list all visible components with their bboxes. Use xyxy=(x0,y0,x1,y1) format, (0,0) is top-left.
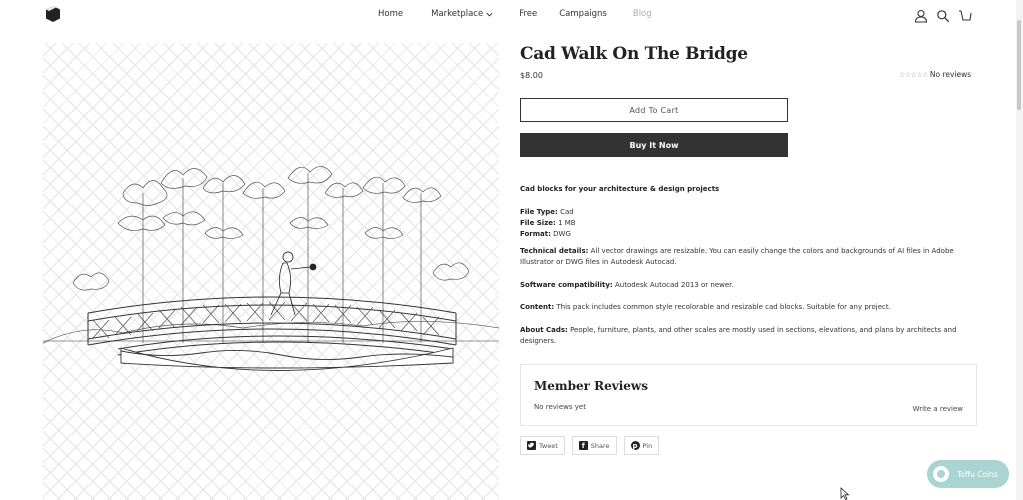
content-text: This pack includes common style recolorable and resizable cad blocks. Suitable for any project. xyxy=(556,303,891,311)
nav-free-label: Free xyxy=(519,9,538,19)
spec-file-type xyxy=(520,207,980,218)
content-label: Content: xyxy=(520,303,555,311)
rail-lattice xyxy=(93,302,439,338)
software-compatibility xyxy=(520,280,980,291)
rating-stars-icon: ☆☆☆☆☆ xyxy=(899,70,928,79)
software-text: Autodesk Autocad 2013 or newer. xyxy=(614,281,734,289)
description-headline xyxy=(520,184,980,195)
coins-label: Toffu Coins xyxy=(957,469,998,479)
header-icons xyxy=(914,8,972,22)
nav-marketplace-label: Marketplace xyxy=(431,9,484,19)
pin-label: Pin xyxy=(642,441,653,450)
spec-label: File Type: xyxy=(520,208,558,216)
nav-marketplace[interactable] xyxy=(431,9,493,19)
product-title: Cad Walk On The Bridge xyxy=(520,44,748,64)
pin-button[interactable] xyxy=(624,436,660,455)
buy-it-now-button[interactable]: Buy It Now xyxy=(520,133,788,157)
chevron-down-icon xyxy=(486,11,493,18)
reviews-title: Member Reviews xyxy=(534,379,648,393)
technical-text: All vector drawings are resizable. You can easily change the colors and backgrounds of AI files in Adobe Illustrator or DWG files in Autodesk Autocad. xyxy=(520,247,954,266)
reviews-count: No reviews xyxy=(929,70,972,79)
reviews-empty: No reviews yet xyxy=(534,403,586,411)
nav-home[interactable] xyxy=(378,9,403,19)
page-scrollbar[interactable] xyxy=(1016,0,1023,500)
software-label: Software compatibility: xyxy=(520,281,613,289)
share-bar xyxy=(520,436,659,455)
nav-campaigns-label: Campaigns xyxy=(559,9,607,19)
spec-label: Format: xyxy=(520,230,551,238)
content-info xyxy=(520,302,980,313)
add-to-cart-button[interactable]: Add To Cart xyxy=(520,98,788,122)
technical-label: Technical details: xyxy=(520,247,589,255)
account-icon[interactable] xyxy=(914,8,928,22)
main-nav xyxy=(378,9,652,19)
bridge-illustration xyxy=(43,43,499,500)
site-header xyxy=(0,0,1023,32)
scrollbar-thumb[interactable] xyxy=(1017,20,1021,110)
cube-logo-icon[interactable] xyxy=(45,5,61,23)
pinterest-icon: p xyxy=(632,441,638,450)
about-text: People, furniture, plants, and other scales are mostly used in sections, elevations, and plans by architects and designers. xyxy=(520,326,957,345)
about-label: About Cads: xyxy=(520,326,568,334)
search-icon[interactable] xyxy=(936,8,950,22)
about-cads xyxy=(520,325,980,347)
product-image[interactable] xyxy=(43,43,499,500)
spec-file-size xyxy=(520,218,980,229)
facebook-icon: f xyxy=(579,441,588,450)
tweet-button[interactable] xyxy=(520,436,565,455)
nav-free[interactable] xyxy=(519,9,537,19)
product-price: $8.00 xyxy=(520,71,543,80)
mouse-cursor-icon xyxy=(840,487,850,500)
tweet-label: Tweet xyxy=(539,441,558,450)
nav-campaigns[interactable] xyxy=(559,9,607,19)
member-reviews-panel xyxy=(520,364,977,426)
write-review-link[interactable]: Write a review xyxy=(912,405,963,413)
headline-text: Cad blocks for your architecture & design projects xyxy=(520,185,720,193)
share-label: Share xyxy=(590,441,610,450)
rating-summary[interactable] xyxy=(899,70,971,79)
facebook-share-button[interactable] xyxy=(572,436,617,455)
spec-value: DWG xyxy=(553,230,571,238)
technical-details xyxy=(520,246,980,268)
spec-label: File Size: xyxy=(520,219,556,227)
nav-blog[interactable] xyxy=(633,9,652,19)
cart-icon[interactable] xyxy=(958,8,972,22)
spec-format xyxy=(520,229,980,240)
spec-value: Cad xyxy=(560,208,574,216)
spec-value: 1 MB xyxy=(558,219,576,227)
nav-blog-label: Blog xyxy=(632,9,652,19)
nav-home-label: Home xyxy=(378,9,404,19)
toffu-coins-button[interactable] xyxy=(927,460,1009,488)
twitter-icon xyxy=(527,441,536,450)
coin-icon xyxy=(933,466,949,482)
